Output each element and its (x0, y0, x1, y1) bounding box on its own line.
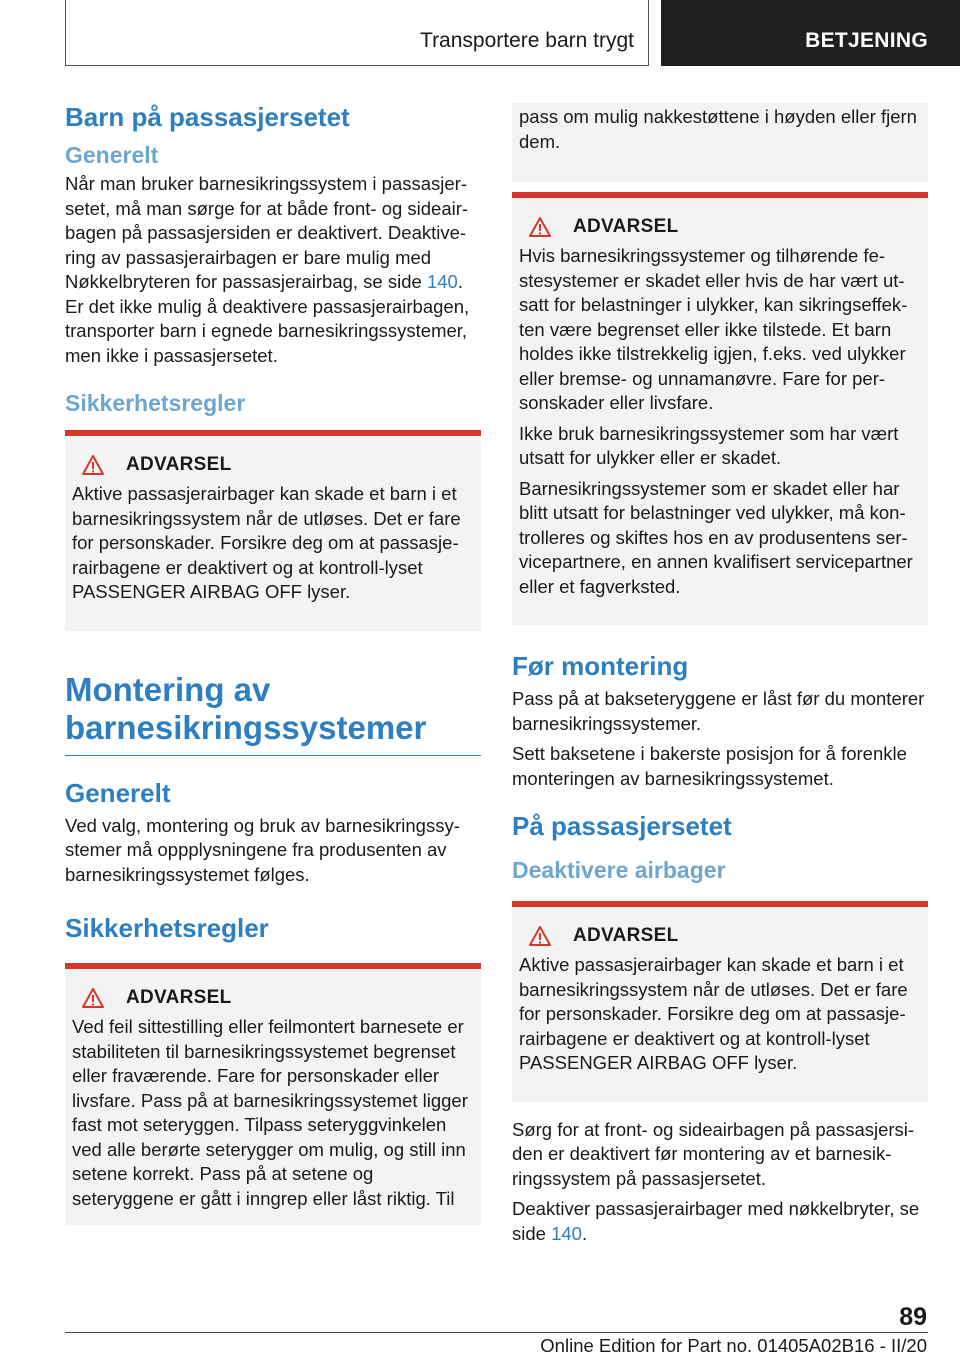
warning-text-3: Barnesikringssystemer som er skadet eller har blitt utsatt for belastninger ved ulykker, må kontrolleres og skiftes hos en av produsentens servicepartnere, en annen kvalifisert servicepartner eller et fagverksted. (519, 477, 913, 597)
warning-box (65, 963, 481, 1225)
heading-sikkerhetsregler: Sikkerhetsregler (65, 390, 246, 416)
warning-text-2: Ikke bruk barnesikringssystemer som har vært utsatt for ulykker eller er skadet. (519, 422, 899, 468)
warning-text-1: Hvis barnesikringssystemer og tilhørende festesystemer er skadet eller hvis de har vært utsatt for belastninger i ulykker, kan sikringseffekten være begrenset eller ikke tilstede. Et barn holdes ikke tilstrekkelig igjen, f.eks. ved ulykker eller bremse- og unnamanøvre. Fare for personskader eller livsfare. (519, 245, 908, 413)
right-column (512, 103, 928, 1252)
warning-title: ADVARSEL (126, 987, 232, 1008)
warning-title: ADVARSEL (126, 454, 232, 475)
warning-continuation-text: pass om mulig nakkestøttene i høyden eller fjern dem. (519, 106, 917, 152)
paragraph-sorg: Sørg for at front- og sideairbagen på passasjersiden er deaktivert før montering av et barnesikringssystem på passasjersetet. (512, 1118, 915, 1189)
paragraph-for-montering-1: Pass på at bakseteryggene er låst før du monterer barnesikringssystemer. (512, 688, 925, 734)
footer-rule (65, 1332, 928, 1333)
heading-generelt-2: Generelt (65, 777, 171, 808)
paragraph-deaktiver: Deaktiver passasjerairbager med nøkkelbryter, se side 140. (512, 1198, 920, 1244)
header-section: BETJENING (805, 29, 928, 52)
heading-generelt: Generelt (65, 142, 159, 168)
paragraph-for-montering-2: Sett baksetene i bakerste posisjon for å forenkle monteringen av barnesikringssystemet. (512, 743, 907, 789)
warning-text: Aktive passasjerairbager kan skade et barn i et barnesikringssystem når de utløses. Det er fare for personskader. Forsikre deg om at passasjerairbagene er deaktivert og at kontroll-lyset PASSENGER AIRBAG OFF lyser. (519, 954, 908, 1073)
left-column (65, 100, 481, 1225)
warning-continuation (512, 103, 928, 182)
warning-triangle-icon (529, 926, 551, 946)
header-title: Transportere barn trygt (420, 29, 634, 52)
warning-title: ADVARSEL (573, 216, 679, 237)
warning-box (512, 901, 928, 1102)
warning-title: ADVARSEL (573, 925, 679, 946)
header-chapter-box (65, 0, 649, 66)
page-number: 89 (899, 1303, 927, 1331)
header-section-box (661, 0, 960, 66)
paragraph-generelt-2: Ved valg, montering og bruk av barnesikringssystemer må oppplysningene fra produsenten av barnesikringssystemet følges. (65, 814, 460, 885)
warning-text: Ved feil sittestilling eller feilmontert barnesete er stabiliteten til barnesikringssystemet begrenset eller fraværende. Fare for personskader eller livsfare. Pass på at barnesikringssystemet ligger fast mot seteryggen. Tilpass seteryggvinkelen ved alle berørte seterygger om mulig, og still inn setene korrekt. Pass på at setene og seteryggene er gått i inngrep eller låst riktig. Til (72, 1016, 468, 1209)
heading-pa-passasjersetet: På passasjersetet (512, 811, 732, 841)
heading-barn-pa-passasjersetet: Barn på passasjersetet (65, 102, 350, 132)
warning-text: Aktive passasjerairbager kan skade et barn i et barnesikringssystem når de utløses. Det er fare for personskader. Forsikre deg om at passasjerairbagene er deaktivert og at kontroll-lyset PASSENGER AIRBAG OFF lyser. (72, 483, 461, 602)
chapter-heading (65, 671, 481, 756)
warning-triangle-icon (82, 988, 104, 1008)
warning-box (65, 430, 481, 631)
warning-triangle-icon (529, 217, 551, 237)
chapter-title-line2: barnesikringssystemer (65, 708, 427, 746)
footer-edition: Online Edition for Part no. 01405A02B16 - II/20 (540, 1335, 927, 1356)
paragraph-generelt: Når man bruker barnesikringssystem i passasjersetet, må man sørge for at både front- og sideairbagen på passasjersiden er deaktivert. Deaktivering av passasjerairbagen er bare mulig med Nøkkelbryteren for passasjerairbag, se side 140. Er det ikke mulig å deaktivere passasjerairbagen, transporter barn i egnede barnesikringssystemer, men ikke i passasjersetet. (65, 173, 470, 366)
heading-for-montering: Før montering (512, 651, 689, 681)
chapter-title-line1: Montering av (65, 670, 271, 708)
heading-deaktivere-airbager: Deaktivere airbager (512, 857, 726, 883)
page-link[interactable]: 140 (551, 1222, 582, 1244)
page-link[interactable]: 140 (426, 271, 458, 292)
warning-box (512, 192, 928, 625)
warning-triangle-icon (82, 455, 104, 475)
heading-sikkerhetsregler-2: Sikkerhetsregler (65, 913, 269, 943)
